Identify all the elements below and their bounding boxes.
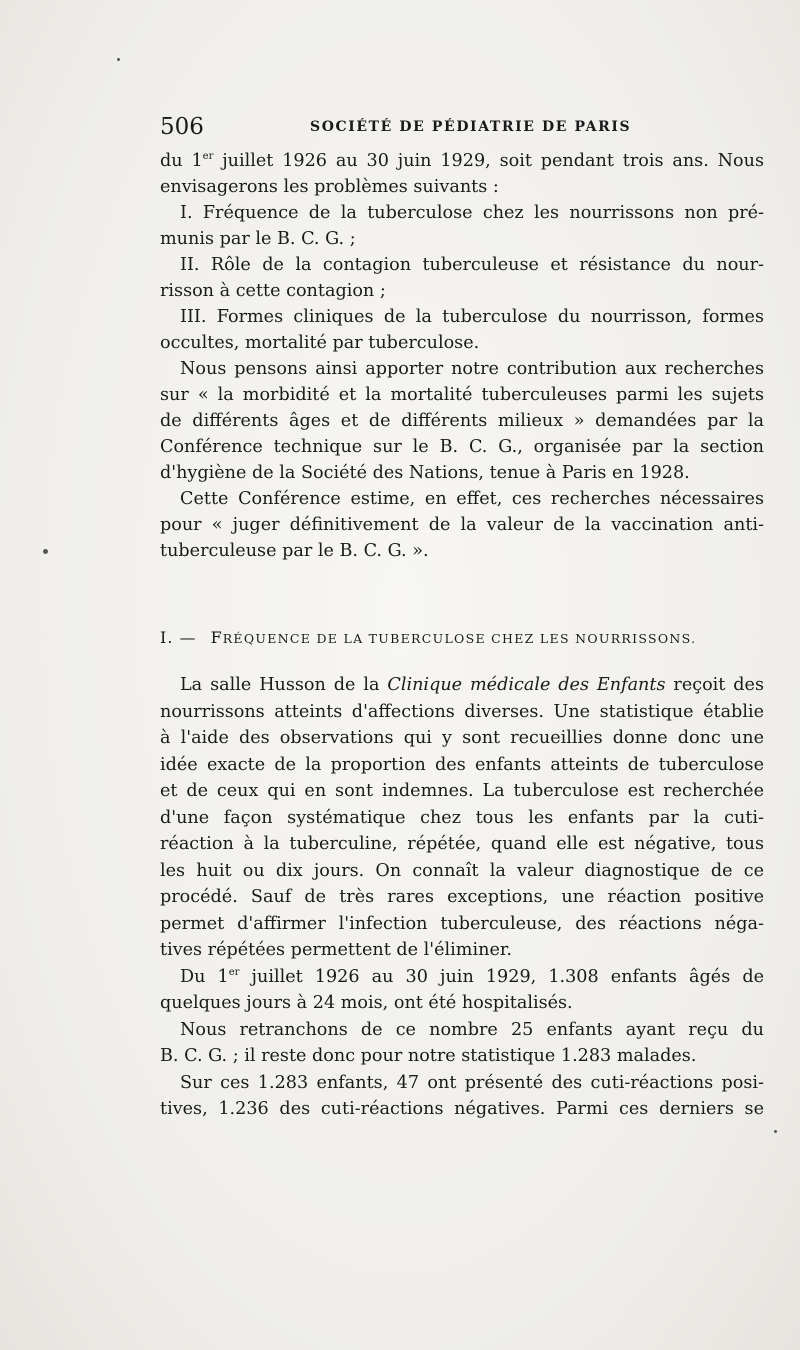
text-line: occultes, mortalité par tuberculose. bbox=[160, 333, 480, 353]
text-line: Du 1er juillet 1926 au 30 juin 1929, 1.308 enfants âgés de bbox=[180, 966, 764, 987]
text-line: Nous pensons ainsi apporter notre contribution aux recherches bbox=[180, 359, 764, 379]
text-line: réaction à la tuberculine, répétée, quand elle est négative, tous bbox=[160, 834, 764, 854]
text-line: I. Fréquence de la tuberculose chez les nourrissons non pré- bbox=[180, 203, 764, 223]
text-line: du 1er juillet 1926 au 30 juin 1929, soit pendant trois ans. Nous bbox=[160, 151, 764, 171]
text-line: Sur ces 1.283 enfants, 47 ont présenté des cuti-réactions posi- bbox=[180, 1072, 764, 1093]
text-line: La salle Husson de la Clinique médicale des Enfants reçoit des bbox=[180, 675, 765, 695]
text-line: risson à cette contagion ; bbox=[160, 281, 386, 301]
text-line: nourrissons atteints d'affections diverses. Une statistique établie bbox=[160, 701, 764, 722]
running-title: SOCIÉTÉ DE PÉDIATRIE DE PARIS bbox=[310, 119, 632, 135]
text-line: munis par le B. C. G. ; bbox=[160, 229, 356, 249]
text-line: tives répétées permettent de l'éliminer. bbox=[160, 940, 512, 960]
text-line: de différents âges et de différents milieux » demandées par la bbox=[160, 411, 764, 431]
section-heading: I. — FRÉQUENCE DE LA TUBERCULOSE CHEZ LES NOURRISSONS. bbox=[160, 628, 697, 647]
text-line: procédé. Sauf de très rares exceptions, une réaction positive bbox=[160, 887, 764, 907]
text-line: Conférence technique sur le B. C. G., organisée par la section bbox=[160, 437, 764, 457]
text-line: B. C. G. ; il reste donc pour notre statistique 1.283 malades. bbox=[160, 1046, 697, 1066]
scan-speck bbox=[117, 58, 120, 61]
text-line: Nous retranchons de ce nombre 25 enfants ayant reçu du bbox=[180, 1019, 764, 1040]
text-line: II. Rôle de la contagion tuberculeuse et résistance du nour- bbox=[180, 255, 764, 275]
text-line: sur « la morbidité et la mortalité tuberculeuses parmi les sujets bbox=[160, 385, 764, 405]
text-line: les huit ou dix jours. On connaît la valeur diagnostique de ce bbox=[160, 860, 764, 881]
text-line: pour « juger définitivement de la valeur de la vaccination anti- bbox=[160, 515, 764, 535]
text-line: quelques jours à 24 mois, ont été hospitalisés. bbox=[160, 993, 573, 1013]
text-line: envisagerons les problèmes suivants : bbox=[160, 177, 499, 197]
scan-speck bbox=[43, 549, 48, 554]
section-text-block bbox=[160, 672, 764, 1123]
text-line: tuberculeuse par le B. C. G. ». bbox=[160, 541, 429, 561]
text-line: tives, 1.236 des cuti-réactions négatives. Parmi ces derniers se bbox=[160, 1099, 764, 1119]
page-number: 506 bbox=[160, 114, 204, 140]
text-line: d'hygiène de la Société des Nations, tenue à Paris en 1928. bbox=[160, 463, 690, 483]
text-line: et de ceux qui en sont indemnes. La tuberculose est recherchée bbox=[160, 781, 764, 801]
scan-speck bbox=[774, 1130, 777, 1133]
running-header bbox=[160, 114, 760, 144]
text-line: d'une façon systématique chez tous les enfants par la cuti- bbox=[160, 807, 764, 828]
text-line: à l'aide des observations qui y sont recueillies donne donc une bbox=[160, 728, 764, 748]
text-line: permet d'affirmer l'infection tuberculeuse, des réactions néga- bbox=[160, 913, 764, 934]
intro-text-block bbox=[160, 148, 764, 564]
text-line: Cette Conférence estime, en effet, ces recherches nécessaires bbox=[180, 489, 764, 509]
text-line: idée exacte de la proportion des enfants atteints de tuberculose bbox=[160, 754, 764, 775]
text-line: III. Formes cliniques de la tuberculose du nourrisson, formes bbox=[180, 307, 764, 327]
